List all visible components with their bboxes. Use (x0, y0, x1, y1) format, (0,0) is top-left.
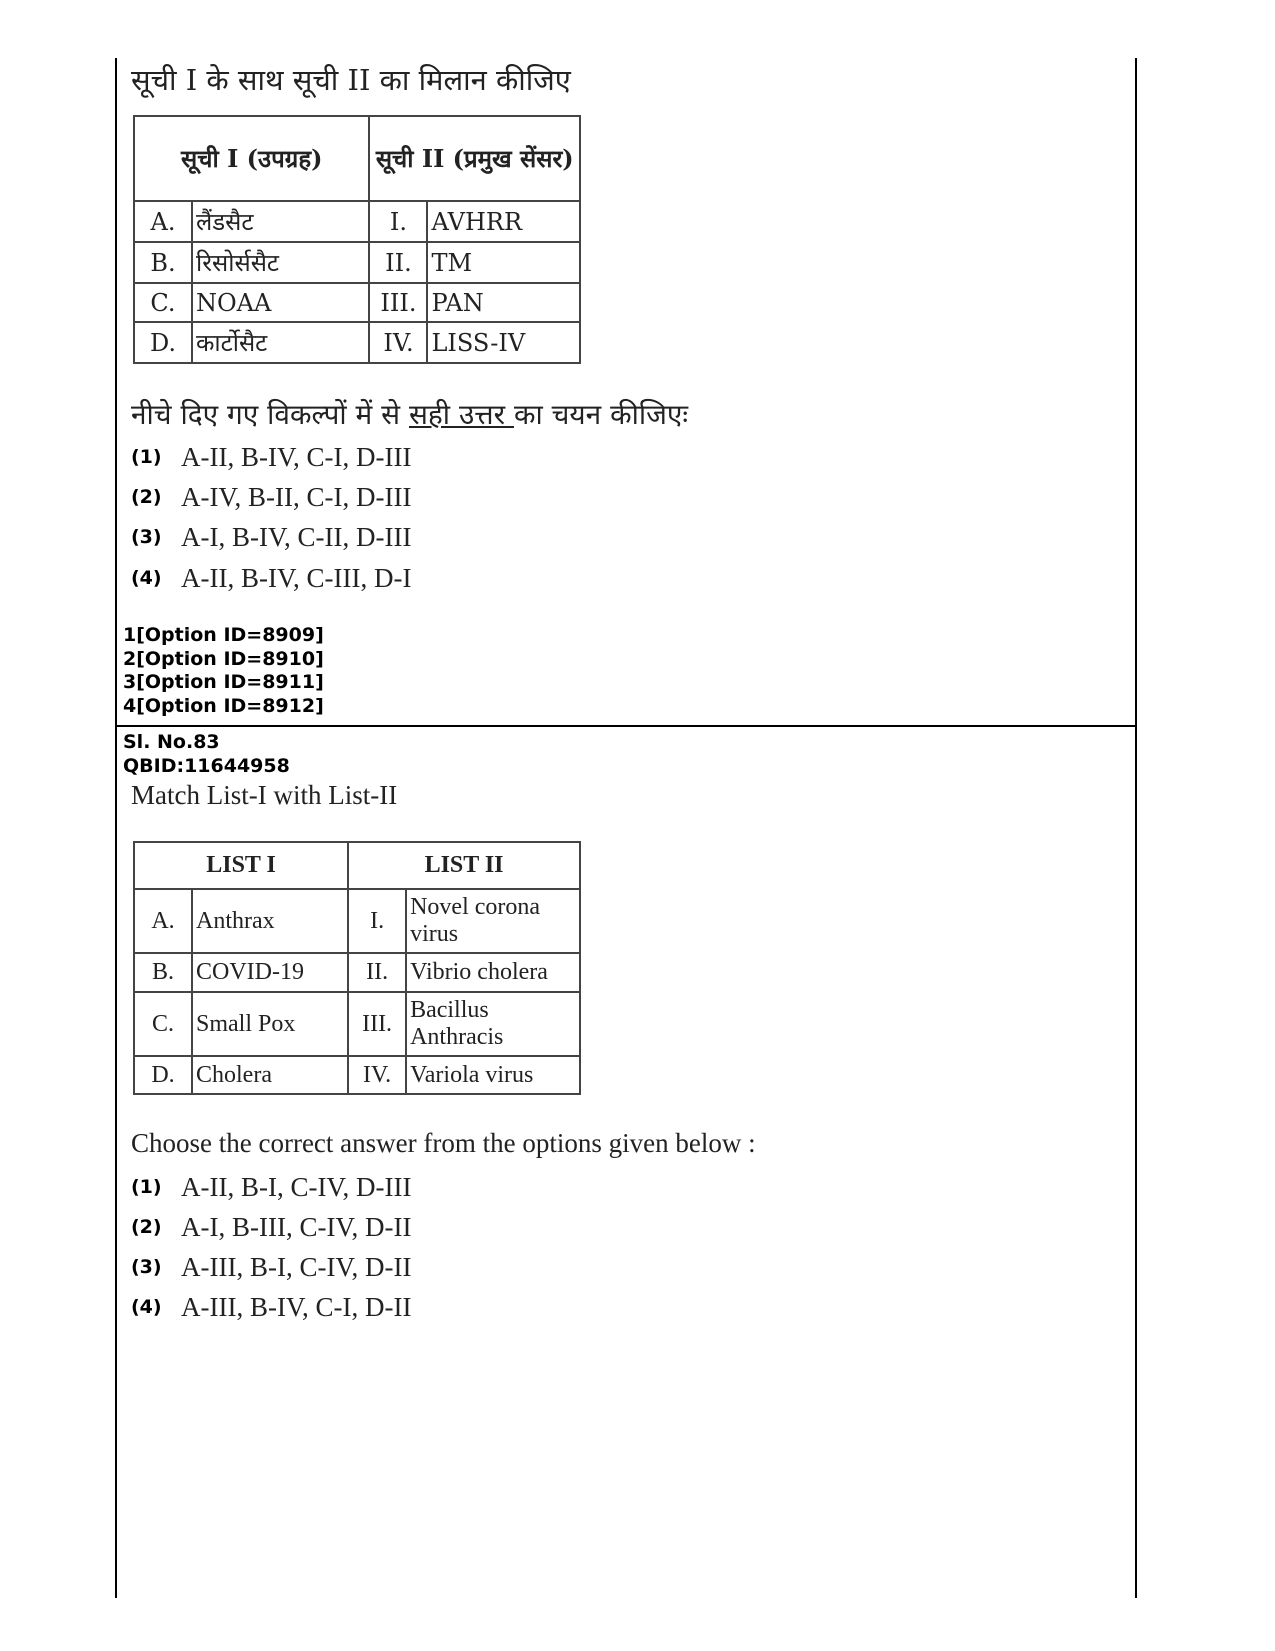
table-row (134, 889, 580, 953)
q1-instruction (131, 395, 688, 433)
row-label: I. (348, 889, 406, 953)
q1-option-4 (131, 561, 411, 595)
table-row (134, 953, 580, 992)
option-number: (3) (131, 1256, 162, 1278)
option-text: A-II, B-I, C-IV, D-III (181, 1171, 412, 1202)
option-number: (2) (131, 1216, 162, 1238)
table-row (134, 283, 580, 322)
q2-header-right: LIST II (348, 842, 580, 889)
q2-meta (123, 731, 290, 778)
option-number: (1) (131, 446, 162, 468)
q2-option-4 (131, 1290, 411, 1324)
list2-item: PAN (427, 283, 580, 322)
list1-item: लैंडसैट (192, 201, 369, 242)
row-label: C. (134, 992, 192, 1056)
q1-option-2 (131, 480, 411, 514)
option-text: A-II, B-IV, C-I, D-III (181, 441, 412, 472)
row-label: IV. (348, 1056, 406, 1094)
right-border (1135, 58, 1137, 1598)
option-text: A-III, B-IV, C-I, D-II (181, 1291, 412, 1322)
option-number: (1) (131, 1176, 162, 1198)
list1-item: Anthrax (192, 889, 348, 953)
table-row (134, 201, 580, 242)
option-number: (3) (131, 526, 162, 548)
list1-item: कार्टोसैट (192, 322, 369, 363)
q1-option-1 (131, 440, 411, 474)
row-label: II. (348, 953, 406, 992)
list2-item: LISS-IV (427, 322, 580, 363)
option-text: A-III, B-I, C-IV, D-II (181, 1251, 412, 1282)
row-label: IV. (369, 322, 427, 363)
option-number: (4) (131, 1296, 162, 1318)
q2-instruction: Choose the correct answer from the options given below : (131, 1128, 756, 1158)
q1-heading: सूची I के साथ सूची II का मिलान कीजिए (131, 63, 571, 97)
q2-match-table (133, 841, 581, 1095)
row-label: III. (369, 283, 427, 322)
q1-option-3 (131, 520, 411, 554)
q2-heading: Match List-I with List-II (131, 780, 398, 810)
row-label: III. (348, 992, 406, 1056)
option-number: (2) (131, 486, 162, 508)
table-row (134, 242, 580, 283)
instruction-text-end: का चयन कीजिएः (514, 398, 689, 431)
list2-item: Bacillus Anthracis (406, 992, 580, 1056)
row-label: II. (369, 242, 427, 283)
instruction-text: नीचे दिए गए विकल्पों में से (131, 398, 409, 431)
list2-item: Vibrio cholera (406, 953, 580, 992)
option-id-line: 1[Option ID=8909] (123, 624, 324, 646)
q1-header-right: सूची II (प्रमुख सेंसर) (369, 116, 580, 201)
option-number: (4) (131, 567, 162, 589)
option-text: A-I, B-III, C-IV, D-II (181, 1211, 412, 1242)
row-label: D. (134, 1056, 192, 1094)
option-text: A-II, B-IV, C-III, D-I (181, 562, 412, 593)
q1-match-table (133, 115, 581, 364)
q2-header-left: LIST I (134, 842, 348, 889)
list2-item: Novel corona virus (406, 889, 580, 953)
list2-item: AVHRR (427, 201, 580, 242)
option-text: A-I, B-IV, C-II, D-III (181, 521, 412, 552)
q2-option-3 (131, 1250, 411, 1284)
table-row (134, 1056, 580, 1094)
row-label: D. (134, 322, 192, 363)
list1-item: Small Pox (192, 992, 348, 1056)
list1-item: रिसोर्ससैट (192, 242, 369, 283)
list1-item: COVID-19 (192, 953, 348, 992)
row-label: B. (134, 242, 192, 283)
q1-option-ids (123, 624, 324, 718)
q1-header-left: सूची I (उपग्रह) (134, 116, 369, 201)
row-label: I. (369, 201, 427, 242)
list1-item: Cholera (192, 1056, 348, 1094)
row-label: B. (134, 953, 192, 992)
row-label: C. (134, 283, 192, 322)
serial-number: Sl. No.83 (123, 731, 220, 753)
q2-option-1 (131, 1170, 411, 1204)
list1-item: NOAA (192, 283, 369, 322)
list2-item: TM (427, 242, 580, 283)
question-divider (115, 725, 1137, 727)
option-text: A-IV, B-II, C-I, D-III (181, 481, 412, 512)
option-id-line: 2[Option ID=8910] (123, 647, 324, 670)
option-id-line: 4[Option ID=8912] (123, 694, 324, 717)
list2-item: Variola virus (406, 1056, 580, 1094)
table-row (134, 992, 580, 1056)
q2-option-2 (131, 1210, 411, 1244)
option-id-line: 3[Option ID=8911] (123, 671, 324, 693)
row-label: A. (134, 201, 192, 242)
qbid: QBID:11644958 (123, 754, 290, 777)
instruction-underlined: सही उत्तर (409, 398, 514, 431)
left-border (115, 58, 117, 1598)
row-label: A. (134, 889, 192, 953)
table-row (134, 322, 580, 363)
